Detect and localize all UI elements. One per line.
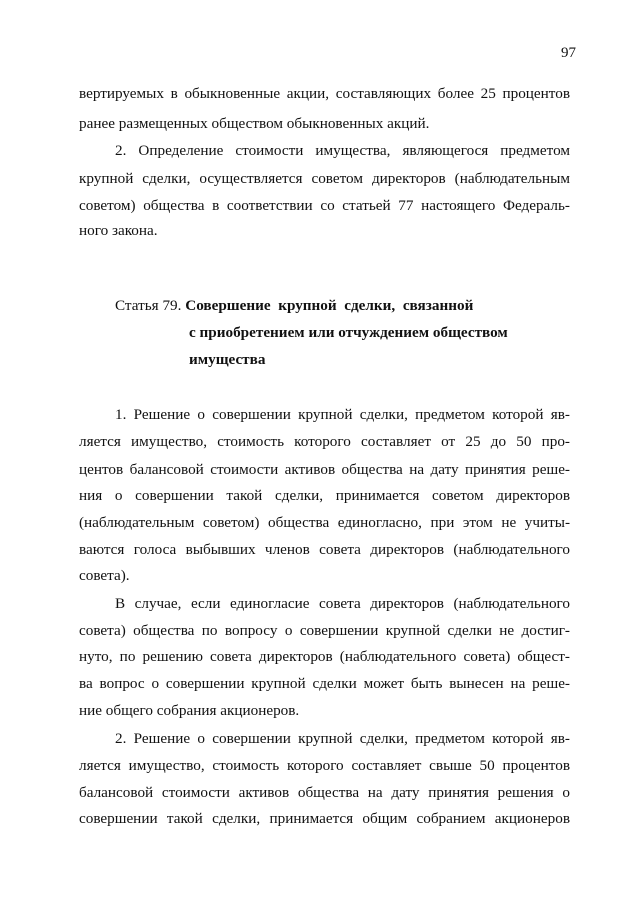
text-line: ного закона. — [79, 222, 158, 239]
article-title-line: Совершение крупной сделки, связанной — [185, 297, 474, 314]
text-line: ва вопрос о совершении крупной сделки может быть вынесен на реше- — [79, 675, 570, 692]
text-line: крупной сделки, осуществляется советом директоров (наблюдательным — [79, 170, 570, 187]
text-line: ваются голоса выбывших членов совета директоров (наблюдательного — [79, 541, 570, 558]
article-title-line: имущества — [189, 351, 266, 368]
text-line: балансовой стоимости активов общества на дату принятия решения о — [79, 784, 570, 801]
text-line: советом) общества в соответствии со статьей 77 настоящего Федераль- — [79, 197, 570, 214]
text-line: В случае, если единогласие совета директоров (наблюдательного — [115, 595, 570, 612]
text-line: центов балансовой стоимости активов общества на дату принятия реше- — [79, 461, 570, 478]
text-line: совета). — [79, 567, 130, 584]
text-line: нуто, по решению совета директоров (наблюдательного совета) общест- — [79, 648, 570, 665]
text-line: ние общего собрания акционеров. — [79, 702, 300, 719]
text-line: совершении такой сделки, принимается общим собранием акционеров — [79, 810, 570, 827]
text-line: 2. Определение стоимости имущества, являющегося предметом — [115, 142, 570, 159]
text-line: 1. Решение о совершении крупной сделки, предметом которой яв- — [115, 406, 570, 423]
text-line: ранее размещенных обществом обыкновенных акций. — [79, 115, 430, 132]
article-title-line: с приобретением или отчуждением обществом — [189, 324, 508, 341]
text-line: ляется имущество, стоимость которого составляет свыше 50 процентов — [79, 757, 570, 774]
text-line: совета) общества по вопросу о совершении крупной сделки не достиг- — [79, 622, 570, 639]
text-line: 2. Решение о совершении крупной сделки, предметом которой яв- — [115, 730, 570, 747]
article-heading-line — [115, 296, 473, 316]
page-number: 97 — [561, 45, 576, 61]
text-line: (наблюдательным советом) общества единогласно, при этом не учиты- — [79, 514, 570, 531]
article-label: Статья 79. — [115, 297, 182, 314]
text-line: вертируемых в обыкновенные акции, составляющих более 25 процентов — [79, 85, 570, 102]
text-line: ляется имущество, стоимость которого составляет от 25 до 50 про- — [79, 433, 570, 450]
text-line: ния о совершении такой сделки, принимается советом директоров — [79, 487, 570, 504]
